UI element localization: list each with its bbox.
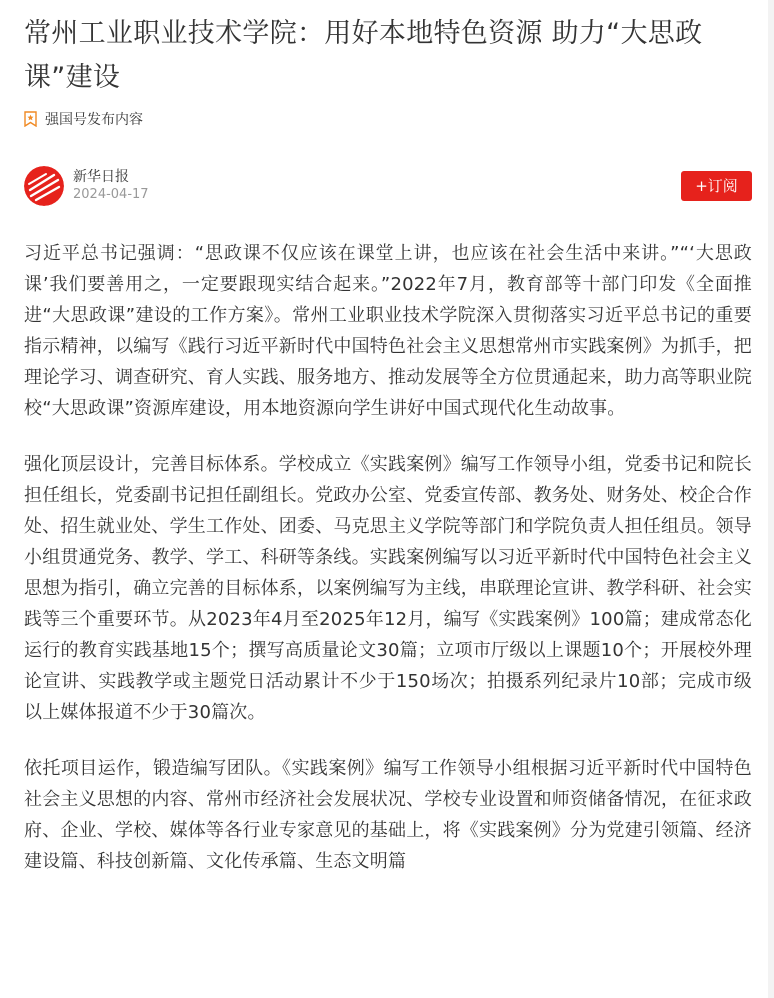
source-label: 强国号发布内容 bbox=[45, 112, 143, 128]
article-body bbox=[24, 238, 752, 902]
subscribe-button[interactable]: +订阅 bbox=[681, 171, 752, 201]
bookmark-star-icon bbox=[24, 111, 37, 127]
xinhua-daily-logo-icon bbox=[24, 166, 64, 206]
author-row bbox=[24, 164, 752, 208]
article-paragraph-3: 依托项目运作，锻造编写团队。《实践案例》编写工作领导小组根据习近平新时代中国特色社会主义思想的内容、常州市经济社会发展状况、学校专业设置和师资储备情况，在征求政府、企业、学校、媒体等各行业专家意见的基础上，将《实践案例》分为党建引领篇、经济建设篇、科技创新篇、文化传承篇、生态文明篇 bbox=[24, 758, 752, 872]
avatar[interactable] bbox=[24, 166, 64, 206]
article-title: 常州工业职业技术学院：用好本地特色资源 助力“大思政课”建设 bbox=[24, 18, 703, 93]
article-paragraph-1: 习近平总书记强调：“思政课不仅应该在课堂上讲，也应该在社会生活中来讲。”“‘大思政课’我们要善用之，一定要跟现实结合起来。”2022年7月，教育部等十部门印发《全面推进“大思政课”建设的工作方案》。常州工业职业技术学院深入贯彻落实习近平总书记的重要指示精神，以编写《践行习近平新时代中国特色社会主义思想常州市实践案例》为抓手，把理论学习、调查研究、育人实践、服务地方、推动发展等全方位贯通起来，助力高等职业院校“大思政课”资源库建设，用本地资源向学生讲好中国式现代化生动故事。 bbox=[24, 243, 752, 419]
author-name[interactable]: 新华日报 bbox=[73, 169, 129, 185]
page-scrollbar[interactable] bbox=[768, 0, 774, 998]
article-paragraph-2: 强化顶层设计，完善目标体系。学校成立《实践案例》编写工作领导小组，党委书记和院长担任组长，党委副书记担任副组长。党政办公室、党委宣传部、教务处、财务处、校企合作处、招生就业处、学生工作处、团委、马克思主义学院等部门和学院负责人担任组员。领导小组贯通党务、教学、学工、科研等条线。实践案例编写以习近平新时代中国特色社会主义思想为指引，确立完善的目标体系，以案例编写为主线，串联理论宣讲、教学科研、社会实践等三个重要环节。从2023年4月至2025年12月，编写《实践案例》100篇；建成常态化运行的教育实践基地15个；撰写高质量论文30篇；立项市厅级以上课题10个；开展校外理论宣讲、实践教学或主题党日活动累计不少于150场次；拍摄系列纪录片10部；完成市级以上媒体报道不少于30篇次。 bbox=[24, 454, 752, 723]
publish-date: 2024-04-17 bbox=[73, 187, 149, 202]
source-row bbox=[24, 108, 143, 130]
